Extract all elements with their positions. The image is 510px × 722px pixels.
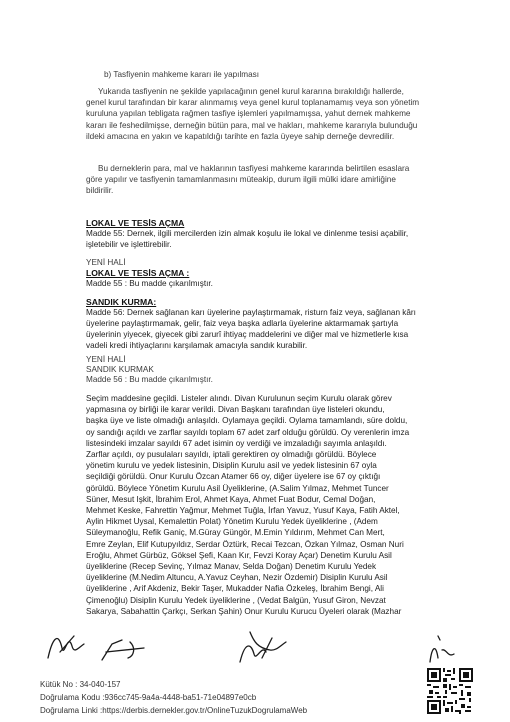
election-line: Süleymanoğlu, Refik Ganiç, M.Güray Güngör, M.Emin Yıldırım, Mehmet Can Mert,	[86, 528, 385, 538]
section-b-paragraph-1-line: genel kurul tarafından bir karar alınmamış veya genel kurul toplanamamış veya son yönetim	[86, 98, 420, 108]
section-b-paragraph-2-line: Bu derneklerin para, mal ve haklarının tasfiyesi mahkeme kararında belirtilen esaslara	[98, 164, 410, 173]
madde-56-heading: SANDIK KURMA:	[86, 297, 157, 307]
election-line: Seçim maddesine geçildi. Listeler alındı. Divan Kurulunun seçim Kurulu olarak görev	[86, 394, 392, 403]
kutuk-no: Kütük No : 34-040-157	[40, 680, 121, 689]
section-b-paragraph-1-line: kuruluna yapılan tebligata rağmen tasfiye işlemleri yapılmamışsa, yahut dernek mahkeme	[86, 109, 411, 119]
election-line: oy sandığı açıldı ve zarflar sayıldı toplam 67 adet zarf olduğu görüldü. Oy verenlerin imza	[86, 427, 410, 437]
section-b-heading: b) Tasfiyenin mahkeme kararı ile yapılması	[104, 70, 260, 79]
madde-56-line: üyelerinin yiyecek, giyecek gibi zarurî ihtiyaç maddelerini ve diğer mal ve hizmetlerle kısa	[86, 330, 409, 339]
section-b-paragraph-1-line: kararı ile feshedilmişse, derneğin bütün para, mal ve hakları, mahkeme kararıyla bulunduğu	[86, 120, 418, 130]
madde-55-new-text: Madde 55 : Bu madde çıkarılmıştır.	[86, 279, 213, 288]
election-line: Çimenoğlu) Disiplin Kurulu Yedek üyeliklerine , (Vedat Balgün, Yusuf Giron, Nevzat	[86, 595, 386, 605]
madde-56-new-heading: SANDIK KURMAK	[86, 365, 154, 374]
election-line: başka üye ve liste olmadığı anlaşıldı. Oylamaya geçildi. Oylama tamamlandı, süre doldu,	[86, 416, 408, 426]
madde-56-line: vadeli kredi ihtiyaçlarını karşılamak amacıyla sandık kurabilir.	[86, 341, 308, 350]
signatures-image	[40, 618, 480, 668]
section-b-paragraph-2-line: göre yapılır ve tasfiyenin tamamlanmasını müteakip, durum ilgili mülki idare amirliğine	[86, 175, 396, 185]
section-b-paragraph-1-line: Yukarıda tasfiyenin ne şekilde yapılacağının genel kurul kararına bırakıldığı hallerde,	[98, 87, 404, 96]
madde-55-line-1: Madde 55: Dernek, ilgili mercilerden izin almak koşulu ile lokal ve dinlenme tesisi açabilir,	[86, 229, 409, 238]
qr-code-icon	[427, 668, 473, 714]
madde-56-new-text: Madde 56 : Bu madde çıkarılmıştır.	[86, 375, 213, 384]
election-line: listesindeki imzalar sayıldı 67 adet isimin oy verdiği ve imzaladığı sayımla anlaşıldı.	[86, 438, 387, 448]
election-line: Mehmet Keske, Fahrettin Yağmur, Mehmet Tuğla, İrfan Yavuz, Yusuf Kaya, Fatih Aktel,	[86, 506, 400, 515]
section-b-paragraph-2-line: bildirilir.	[86, 186, 114, 196]
election-line: seçildiği görüldü. Onur Kurulu Özcan Atamer 66 oy, diğer üyelere ise 67 oy çıktığı	[86, 472, 381, 482]
election-line: Aylin Hikmet Uysal, Kemalettin Polat) Yönetim Kurulu Yedek üyeliklerine , (Adem	[86, 517, 378, 527]
election-line: Zarflar açıldı, oy pusulaları sayıldı, iptali gerektiren oy olmadığı görüldü. Böylece	[86, 450, 377, 459]
madde-55-new-label: YENİ HALİ	[86, 258, 126, 267]
madde-55-heading: LOKAL VE TESİS AÇMA	[86, 218, 185, 228]
election-line: Eroğlu, Ahmet Gürbüz, Göksel Şefi, Kaan Kır, Fevzi Koray Açar) Denetim Kurulu Asil	[86, 550, 392, 560]
election-line: Sakarya, Sabahattin Çarkçı, Serkan Şahin) Onur Kurulu Kurucu Üyeleri olarak (Mazhar	[86, 606, 402, 616]
section-b-paragraph-1-line: ildeki amacına en yakın ve kapatıldığı tarihte en fazla üyeye sahip derneğe devredilir.	[86, 131, 395, 141]
madde-56-new-label: YENİ HALİ	[86, 355, 126, 364]
dogrulama-linki[interactable]: Doğrulama Linki :https://derbis.dernekler.gov.tr/OnlineTuzukDogrulamaWeb	[40, 706, 308, 715]
election-line: üyeliklerine , Arif Akdeniz, Bekir Taşer, Mukadder Nafia Özkeleş, İbrahim Bengi, Ali	[86, 584, 384, 594]
madde-55-new-heading: LOKAL VE TESİS AÇMA :	[86, 268, 190, 278]
election-line: Süner, Mesut Işkit, İbrahim Erol, Ahmet Kaya, Ahmet Fuat Bodur, Cemal Doğan,	[86, 494, 376, 504]
madde-56-line: Madde 56: Dernek sağlanan karı üyelerine paylaştırmamak, risturn faiz veya, sağlanan kârı	[86, 308, 416, 317]
election-line: Emre Zeylan, Elif Kutupyıldız, Serdar Öztürk, Recai Tezcan, Özkan Yılmaz, Osman Nuri	[86, 539, 404, 549]
election-line: üyeliklerine (Recep Sevinç, Yılmaz Manav, Selda Doğan) Denetim Kurulu Yedek	[86, 562, 377, 571]
election-line: yapmasına oy birliği ile karar verildi. Divan Başkanı tarafından üye listeleri okundu,	[86, 405, 385, 415]
madde-56-line: üyelerine paylaştırmamak, gelir, faiz veya başka adlarla üyelerine aktarmamak şartıyla	[86, 319, 399, 328]
election-line: görüldü. Böylece Yönetim Kurulu Asil Üyeliklerine, (A.Salim Yılmaz, Mehmet Tuncer	[86, 483, 389, 493]
election-line: üyeliklerine (M.Nedim Altuncu, A.Yavuz Ceyhan, Nezir Özdemir) Disiplin Kurulu Asil	[86, 573, 388, 583]
election-line: yönetim kurulu ve yedek listesinin, Disiplin Kurulu asil ve yedek listesinin 67 oyla	[86, 461, 377, 471]
dogrulama-kodu: Doğrulama Kodu :936cc745-9a4a-4448-ba51-71e04897e0cb	[40, 693, 257, 702]
madde-55-line-2: işletebilir ve işlettirebilir.	[86, 240, 172, 249]
